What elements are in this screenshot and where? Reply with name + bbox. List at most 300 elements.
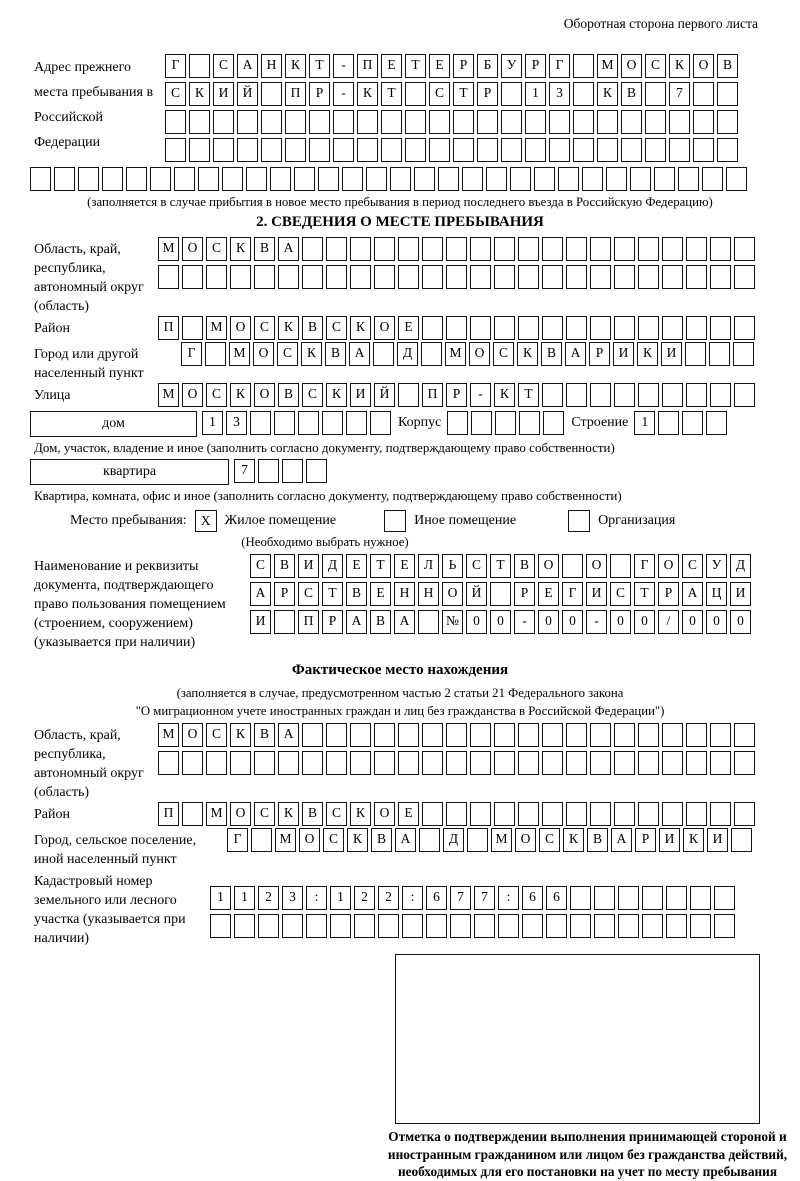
grid-cell[interactable]: Е xyxy=(381,54,402,78)
grid-cell[interactable] xyxy=(638,383,659,407)
grid-cell[interactable]: В xyxy=(541,342,562,366)
grid-cell[interactable] xyxy=(542,383,563,407)
grid-cell[interactable] xyxy=(230,751,251,775)
grid-cell[interactable] xyxy=(30,167,51,191)
grid-cell[interactable]: О xyxy=(182,383,203,407)
grid-cell[interactable]: 0 xyxy=(706,610,727,634)
grid-cell[interactable] xyxy=(381,110,402,134)
grid-cell[interactable]: О xyxy=(254,383,275,407)
grid-cell[interactable] xyxy=(398,237,419,261)
grid-cell[interactable]: 1 xyxy=(525,82,546,106)
grid-cell[interactable] xyxy=(330,914,351,938)
grid-cell[interactable]: А xyxy=(682,582,703,606)
grid-cell[interactable] xyxy=(573,82,594,106)
grid-cell[interactable]: 0 xyxy=(634,610,655,634)
grid-cell[interactable] xyxy=(230,265,251,289)
grid-cell[interactable]: К xyxy=(230,237,251,261)
grid-cell[interactable]: Р xyxy=(635,828,656,852)
grid-cell[interactable] xyxy=(422,723,443,747)
grid-cell[interactable] xyxy=(405,82,426,106)
grid-cell[interactable]: Т xyxy=(370,554,391,578)
grid-cell[interactable] xyxy=(614,265,635,289)
grid-cell[interactable] xyxy=(206,751,227,775)
grid-cell[interactable]: 0 xyxy=(562,610,583,634)
grid-cell[interactable] xyxy=(590,383,611,407)
grid-cell[interactable] xyxy=(373,342,394,366)
grid-cell[interactable] xyxy=(470,802,491,826)
grid-cell[interactable]: 0 xyxy=(466,610,487,634)
grid-cell[interactable]: И xyxy=(586,582,607,606)
grid-cell[interactable] xyxy=(189,110,210,134)
grid-cell[interactable]: : xyxy=(498,886,519,910)
grid-cell[interactable] xyxy=(366,167,387,191)
grid-cell[interactable] xyxy=(638,265,659,289)
grid-cell[interactable]: О xyxy=(230,316,251,340)
grid-cell[interactable] xyxy=(518,237,539,261)
grid-cell[interactable]: Г xyxy=(227,828,248,852)
grid-cell[interactable] xyxy=(333,138,354,162)
grid-cell[interactable]: Т xyxy=(405,54,426,78)
grid-cell[interactable] xyxy=(174,167,195,191)
grid-cell[interactable] xyxy=(710,237,731,261)
grid-cell[interactable]: / xyxy=(658,610,679,634)
grid-cell[interactable] xyxy=(333,110,354,134)
grid-cell[interactable]: 1 xyxy=(210,886,231,910)
grid-cell[interactable] xyxy=(706,411,727,435)
grid-cell[interactable] xyxy=(662,383,683,407)
grid-cell[interactable]: В xyxy=(346,582,367,606)
grid-cell[interactable]: В xyxy=(254,237,275,261)
grid-cell[interactable] xyxy=(450,914,471,938)
grid-cell[interactable]: О xyxy=(230,802,251,826)
grid-cell[interactable]: - xyxy=(586,610,607,634)
grid-cell[interactable] xyxy=(702,167,723,191)
grid-cell[interactable]: К xyxy=(350,316,371,340)
grid-cell[interactable] xyxy=(597,110,618,134)
grid-cell[interactable]: П xyxy=(357,54,378,78)
grid-cell[interactable] xyxy=(682,411,703,435)
grid-cell[interactable] xyxy=(378,914,399,938)
grid-cell[interactable] xyxy=(78,167,99,191)
grid-cell[interactable]: 2 xyxy=(378,886,399,910)
grid-cell[interactable]: 3 xyxy=(226,411,247,435)
grid-cell[interactable]: М xyxy=(158,383,179,407)
grid-cell[interactable]: А xyxy=(565,342,586,366)
grid-cell[interactable]: Е xyxy=(538,582,559,606)
grid-cell[interactable] xyxy=(421,342,442,366)
grid-cell[interactable] xyxy=(350,723,371,747)
grid-cell[interactable]: М xyxy=(206,802,227,826)
grid-cell[interactable] xyxy=(447,411,468,435)
grid-cell[interactable] xyxy=(306,459,327,483)
grid-cell[interactable] xyxy=(251,828,272,852)
grid-cell[interactable] xyxy=(453,138,474,162)
grid-cell[interactable] xyxy=(566,237,587,261)
grid-cell[interactable]: П xyxy=(158,802,179,826)
grid-cell[interactable] xyxy=(614,723,635,747)
grid-cell[interactable] xyxy=(274,411,295,435)
grid-cell[interactable]: Д xyxy=(730,554,751,578)
grid-cell[interactable] xyxy=(731,828,752,852)
grid-cell[interactable] xyxy=(494,316,515,340)
grid-cell[interactable] xyxy=(614,237,635,261)
grid-cell[interactable] xyxy=(630,167,651,191)
grid-cell[interactable] xyxy=(470,265,491,289)
grid-cell[interactable] xyxy=(350,237,371,261)
grid-cell[interactable] xyxy=(470,237,491,261)
grid-cell[interactable] xyxy=(614,383,635,407)
grid-cell[interactable] xyxy=(717,138,738,162)
grid-cell[interactable]: О xyxy=(469,342,490,366)
grid-cell[interactable] xyxy=(638,751,659,775)
grid-cell[interactable]: О xyxy=(253,342,274,366)
grid-cell[interactable]: Р xyxy=(525,54,546,78)
grid-cell[interactable]: В xyxy=(621,82,642,106)
grid-cell[interactable] xyxy=(398,265,419,289)
grid-cell[interactable] xyxy=(614,751,635,775)
grid-cell[interactable]: К xyxy=(637,342,658,366)
grid-cell[interactable] xyxy=(258,914,279,938)
grid-cell[interactable] xyxy=(374,265,395,289)
grid-cell[interactable]: О xyxy=(538,554,559,578)
grid-cell[interactable] xyxy=(261,110,282,134)
grid-cell[interactable]: Т xyxy=(381,82,402,106)
grid-cell[interactable] xyxy=(590,237,611,261)
grid-cell[interactable] xyxy=(734,802,755,826)
grid-cell[interactable] xyxy=(126,167,147,191)
grid-cell[interactable] xyxy=(733,342,754,366)
grid-cell[interactable] xyxy=(470,316,491,340)
grid-cell[interactable]: С xyxy=(250,554,271,578)
grid-cell[interactable] xyxy=(597,138,618,162)
grid-cell[interactable]: А xyxy=(394,610,415,634)
grid-cell[interactable] xyxy=(390,167,411,191)
grid-cell[interactable]: П xyxy=(422,383,443,407)
grid-cell[interactable] xyxy=(685,342,706,366)
grid-cell[interactable] xyxy=(690,886,711,910)
grid-cell[interactable] xyxy=(542,723,563,747)
grid-cell[interactable] xyxy=(490,582,511,606)
grid-cell[interactable]: С xyxy=(466,554,487,578)
grid-cell[interactable]: Н xyxy=(261,54,282,78)
grid-cell[interactable]: К xyxy=(326,383,347,407)
grid-cell[interactable]: К xyxy=(347,828,368,852)
grid-cell[interactable]: М xyxy=(158,237,179,261)
grid-cell[interactable]: М xyxy=(275,828,296,852)
grid-cell[interactable]: 6 xyxy=(546,886,567,910)
grid-cell[interactable]: К xyxy=(278,316,299,340)
grid-cell[interactable]: М xyxy=(597,54,618,78)
grid-cell[interactable] xyxy=(710,802,731,826)
grid-cell[interactable]: В xyxy=(302,316,323,340)
grid-cell[interactable] xyxy=(710,751,731,775)
grid-cell[interactable] xyxy=(298,411,319,435)
grid-cell[interactable] xyxy=(542,237,563,261)
grid-cell[interactable] xyxy=(543,411,564,435)
grid-cell[interactable] xyxy=(662,316,683,340)
grid-cell[interactable] xyxy=(246,167,267,191)
grid-cell[interactable] xyxy=(518,802,539,826)
grid-cell[interactable]: К xyxy=(230,723,251,747)
grid-cell[interactable] xyxy=(102,167,123,191)
grid-cell[interactable]: Н xyxy=(418,582,439,606)
grid-cell[interactable] xyxy=(294,167,315,191)
grid-cell[interactable] xyxy=(470,751,491,775)
grid-cell[interactable] xyxy=(302,237,323,261)
grid-cell[interactable] xyxy=(189,138,210,162)
grid-cell[interactable] xyxy=(710,316,731,340)
grid-cell[interactable] xyxy=(686,265,707,289)
grid-cell[interactable] xyxy=(734,723,755,747)
grid-cell[interactable]: О xyxy=(515,828,536,852)
grid-cell[interactable]: Е xyxy=(398,316,419,340)
grid-cell[interactable] xyxy=(210,914,231,938)
grid-cell[interactable]: А xyxy=(346,610,367,634)
grid-cell[interactable]: О xyxy=(442,582,463,606)
grid-cell[interactable] xyxy=(594,886,615,910)
grid-cell[interactable] xyxy=(198,167,219,191)
grid-cell[interactable]: 2 xyxy=(258,886,279,910)
grid-cell[interactable]: Г xyxy=(181,342,202,366)
grid-cell[interactable]: К xyxy=(189,82,210,106)
grid-cell[interactable] xyxy=(326,237,347,261)
grid-cell[interactable] xyxy=(446,237,467,261)
grid-cell[interactable] xyxy=(374,237,395,261)
grid-cell[interactable] xyxy=(422,265,443,289)
grid-cell[interactable] xyxy=(350,751,371,775)
grid-cell[interactable] xyxy=(669,110,690,134)
grid-cell[interactable] xyxy=(614,316,635,340)
grid-cell[interactable] xyxy=(422,802,443,826)
grid-cell[interactable] xyxy=(477,138,498,162)
grid-cell[interactable]: А xyxy=(395,828,416,852)
grid-cell[interactable] xyxy=(326,751,347,775)
grid-cell[interactable]: - xyxy=(333,82,354,106)
grid-cell[interactable] xyxy=(654,167,675,191)
grid-cell[interactable] xyxy=(666,886,687,910)
grid-cell[interactable] xyxy=(419,828,440,852)
grid-cell[interactable]: Р xyxy=(514,582,535,606)
grid-cell[interactable]: В xyxy=(371,828,392,852)
grid-cell[interactable]: М xyxy=(158,723,179,747)
grid-cell[interactable] xyxy=(709,342,730,366)
grid-cell[interactable] xyxy=(426,914,447,938)
grid-cell[interactable] xyxy=(714,914,735,938)
grid-cell[interactable] xyxy=(678,167,699,191)
grid-cell[interactable]: Е xyxy=(429,54,450,78)
grid-cell[interactable]: 0 xyxy=(682,610,703,634)
grid-cell[interactable] xyxy=(693,82,714,106)
grid-cell[interactable] xyxy=(614,802,635,826)
grid-cell[interactable] xyxy=(525,138,546,162)
grid-cell[interactable] xyxy=(494,265,515,289)
grid-cell[interactable] xyxy=(542,802,563,826)
grid-cell[interactable]: 0 xyxy=(538,610,559,634)
grid-cell[interactable] xyxy=(414,167,435,191)
grid-cell[interactable]: 6 xyxy=(522,886,543,910)
grid-cell[interactable] xyxy=(686,723,707,747)
grid-cell[interactable]: С xyxy=(493,342,514,366)
grid-cell[interactable] xyxy=(542,265,563,289)
grid-cell[interactable] xyxy=(346,411,367,435)
grid-cell[interactable] xyxy=(405,110,426,134)
grid-cell[interactable] xyxy=(645,82,666,106)
grid-cell[interactable]: С xyxy=(539,828,560,852)
grid-cell[interactable] xyxy=(494,237,515,261)
grid-cell[interactable] xyxy=(405,138,426,162)
grid-cell[interactable]: Е xyxy=(398,802,419,826)
grid-cell[interactable] xyxy=(566,802,587,826)
grid-cell[interactable] xyxy=(566,383,587,407)
grid-cell[interactable]: О xyxy=(182,237,203,261)
grid-cell[interactable]: И xyxy=(250,610,271,634)
grid-cell[interactable]: 0 xyxy=(610,610,631,634)
grid-cell[interactable] xyxy=(486,167,507,191)
grid-cell[interactable] xyxy=(326,723,347,747)
grid-cell[interactable]: В xyxy=(278,383,299,407)
grid-cell[interactable] xyxy=(285,110,306,134)
grid-cell[interactable] xyxy=(669,138,690,162)
grid-cell[interactable] xyxy=(54,167,75,191)
grid-cell[interactable] xyxy=(350,265,371,289)
grid-cell[interactable]: А xyxy=(278,723,299,747)
grid-cell[interactable]: А xyxy=(611,828,632,852)
grid-cell[interactable]: 6 xyxy=(426,886,447,910)
grid-cell[interactable] xyxy=(558,167,579,191)
grid-cell[interactable] xyxy=(590,316,611,340)
grid-cell[interactable]: П xyxy=(285,82,306,106)
grid-cell[interactable] xyxy=(549,110,570,134)
grid-cell[interactable] xyxy=(322,411,343,435)
grid-cell[interactable] xyxy=(309,138,330,162)
grid-cell[interactable] xyxy=(446,723,467,747)
grid-cell[interactable]: Р xyxy=(322,610,343,634)
grid-cell[interactable]: К xyxy=(683,828,704,852)
grid-cell[interactable] xyxy=(446,802,467,826)
grid-cell[interactable] xyxy=(693,138,714,162)
grid-cell[interactable] xyxy=(471,411,492,435)
grid-cell[interactable] xyxy=(258,459,279,483)
grid-cell[interactable]: В xyxy=(587,828,608,852)
grid-cell[interactable]: Р xyxy=(453,54,474,78)
grid-cell[interactable]: С xyxy=(165,82,186,106)
grid-cell[interactable] xyxy=(501,110,522,134)
grid-cell[interactable] xyxy=(498,914,519,938)
grid-cell[interactable]: О xyxy=(586,554,607,578)
grid-cell[interactable]: 7 xyxy=(450,886,471,910)
grid-cell[interactable] xyxy=(610,554,631,578)
grid-cell[interactable] xyxy=(645,110,666,134)
grid-cell[interactable]: Т xyxy=(309,54,330,78)
grid-cell[interactable] xyxy=(573,54,594,78)
grid-cell[interactable] xyxy=(546,914,567,938)
grid-cell[interactable] xyxy=(510,167,531,191)
grid-cell[interactable]: И xyxy=(350,383,371,407)
grid-cell[interactable] xyxy=(398,383,419,407)
grid-cell[interactable]: 1 xyxy=(330,886,351,910)
grid-cell[interactable] xyxy=(398,723,419,747)
grid-cell[interactable] xyxy=(534,167,555,191)
grid-cell[interactable]: Р xyxy=(589,342,610,366)
grid-cell[interactable] xyxy=(278,265,299,289)
grid-cell[interactable]: - xyxy=(470,383,491,407)
grid-cell[interactable] xyxy=(726,167,747,191)
grid-cell[interactable] xyxy=(150,167,171,191)
grid-cell[interactable] xyxy=(446,265,467,289)
grid-cell[interactable] xyxy=(182,316,203,340)
grid-cell[interactable] xyxy=(306,914,327,938)
grid-cell[interactable] xyxy=(381,138,402,162)
grid-cell[interactable] xyxy=(686,751,707,775)
grid-cell[interactable] xyxy=(494,723,515,747)
grid-cell[interactable] xyxy=(606,167,627,191)
grid-cell[interactable]: Й xyxy=(237,82,258,106)
grid-cell[interactable] xyxy=(734,383,755,407)
grid-cell[interactable]: Г xyxy=(165,54,186,78)
grid-cell[interactable] xyxy=(686,316,707,340)
grid-cell[interactable] xyxy=(318,167,339,191)
grid-cell[interactable] xyxy=(690,914,711,938)
grid-cell[interactable]: П xyxy=(158,316,179,340)
grid-cell[interactable] xyxy=(158,265,179,289)
grid-cell[interactable]: Р xyxy=(446,383,467,407)
grid-cell[interactable] xyxy=(189,54,210,78)
grid-cell[interactable]: У xyxy=(706,554,727,578)
grid-cell[interactable]: О xyxy=(374,802,395,826)
grid-cell[interactable] xyxy=(542,751,563,775)
grid-cell[interactable] xyxy=(710,383,731,407)
grid-cell[interactable]: С xyxy=(206,237,227,261)
grid-cell[interactable]: И xyxy=(707,828,728,852)
grid-cell[interactable] xyxy=(638,802,659,826)
grid-cell[interactable] xyxy=(566,265,587,289)
grid-cell[interactable] xyxy=(686,383,707,407)
grid-cell[interactable] xyxy=(590,802,611,826)
grid-cell[interactable]: А xyxy=(278,237,299,261)
grid-cell[interactable] xyxy=(495,411,516,435)
grid-cell[interactable]: К xyxy=(350,802,371,826)
grid-cell[interactable]: Л xyxy=(418,554,439,578)
grid-cell[interactable]: : xyxy=(402,886,423,910)
grid-cell[interactable] xyxy=(717,82,738,106)
grid-cell[interactable]: Р xyxy=(274,582,295,606)
grid-cell[interactable] xyxy=(594,914,615,938)
grid-cell[interactable]: О xyxy=(693,54,714,78)
grid-cell[interactable] xyxy=(570,914,591,938)
grid-cell[interactable] xyxy=(686,237,707,261)
grid-cell[interactable]: С xyxy=(645,54,666,78)
grid-cell[interactable] xyxy=(370,411,391,435)
grid-cell[interactable]: К xyxy=(563,828,584,852)
grid-cell[interactable] xyxy=(261,82,282,106)
grid-cell[interactable] xyxy=(618,914,639,938)
grid-cell[interactable]: Т xyxy=(490,554,511,578)
grid-cell[interactable] xyxy=(638,237,659,261)
residential-checkbox[interactable]: X xyxy=(195,510,217,532)
grid-cell[interactable]: В xyxy=(302,802,323,826)
grid-cell[interactable]: М xyxy=(229,342,250,366)
grid-cell[interactable] xyxy=(398,751,419,775)
grid-cell[interactable] xyxy=(710,265,731,289)
grid-cell[interactable] xyxy=(621,110,642,134)
grid-cell[interactable] xyxy=(342,167,363,191)
grid-cell[interactable] xyxy=(666,914,687,938)
grid-cell[interactable] xyxy=(402,914,423,938)
grid-cell[interactable] xyxy=(662,265,683,289)
grid-cell[interactable] xyxy=(213,138,234,162)
grid-cell[interactable]: М xyxy=(491,828,512,852)
grid-cell[interactable]: Г xyxy=(562,582,583,606)
